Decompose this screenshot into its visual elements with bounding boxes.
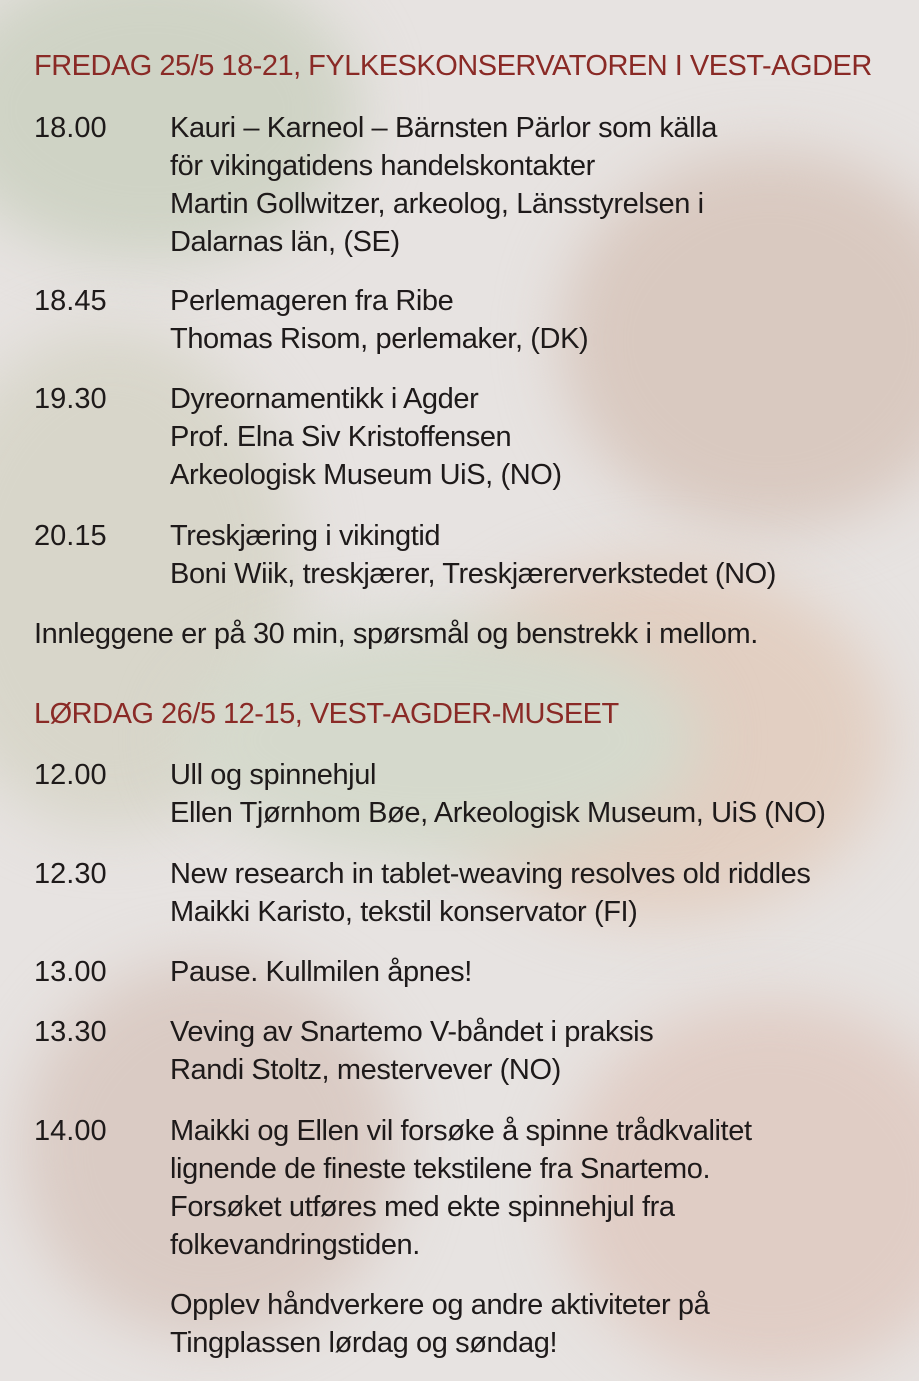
friday-item-3-title: Dyreornamentikk i Agder xyxy=(170,383,479,415)
saturday-item-4 xyxy=(170,1013,653,1089)
friday-item-4-line-2: Boni Wiik, treskjærer, Treskjærerverkstedet (NO) xyxy=(170,558,777,590)
friday-item-1-line-4: Dalarnas län, (SE) xyxy=(170,226,400,258)
friday-item-2 xyxy=(170,282,588,358)
friday-item-1-title: Kauri – Karneol – Bärnsten Pärlor som källa xyxy=(170,112,717,144)
saturday-heading: LØRDAG 26/5 12-15, VEST-AGDER-MUSEET xyxy=(34,698,619,730)
saturday-item-5-line-2: lignende de fineste tekstilene fra Snartemo. xyxy=(170,1153,711,1185)
saturday-item-5 xyxy=(170,1112,752,1264)
saturday-item-2 xyxy=(170,855,810,931)
friday-time-3: 19.30 xyxy=(34,383,107,415)
saturday-item-5-line-4: folkevandringstiden. xyxy=(170,1229,420,1261)
friday-time-2: 18.45 xyxy=(34,285,107,317)
friday-item-3 xyxy=(170,380,562,494)
saturday-time-1: 12.00 xyxy=(34,759,107,791)
friday-item-1-line-2: för vikingatidens handelskontakter xyxy=(170,150,595,182)
friday-item-1 xyxy=(170,109,717,261)
friday-item-2-title: Perlemageren fra Ribe xyxy=(170,285,454,317)
saturday-item-1-title: Ull og spinnehjul xyxy=(170,759,376,791)
saturday-item-1 xyxy=(170,756,826,832)
friday-note: Innleggene er på 30 min, spørsmål og benstrekk i mellom. xyxy=(34,618,758,650)
friday-item-3-line-2: Prof. Elna Siv Kristoffensen xyxy=(170,421,512,453)
closing-note xyxy=(170,1286,709,1362)
saturday-time-3: 13.00 xyxy=(34,956,107,988)
friday-item-4 xyxy=(170,517,776,593)
saturday-time-5: 14.00 xyxy=(34,1115,107,1147)
saturday-item-5-line-3: Forsøket utføres med ekte spinnehjul fra xyxy=(170,1191,675,1223)
saturday-time-2: 12.30 xyxy=(34,858,107,890)
friday-item-1-line-3: Martin Gollwitzer, arkeolog, Länsstyrelsen i xyxy=(170,188,704,220)
saturday-item-4-line-2: Randi Stoltz, mestervever (NO) xyxy=(170,1054,561,1086)
friday-item-4-title: Treskjæring i vikingtid xyxy=(170,520,441,552)
friday-item-3-line-3: Arkeologisk Museum UiS, (NO) xyxy=(170,459,562,491)
friday-heading: FREDAG 25/5 18-21, FYLKESKONSERVATOREN I VEST-AGDER xyxy=(34,50,872,82)
saturday-item-2-title: New research in tablet-weaving resolves old riddles xyxy=(170,858,811,890)
friday-item-2-line-2: Thomas Risom, perlemaker, (DK) xyxy=(170,323,589,355)
saturday-time-4: 13.30 xyxy=(34,1016,107,1048)
saturday-item-1-line-2: Ellen Tjørnhom Bøe, Arkeologisk Museum, UiS (NO) xyxy=(170,797,826,829)
saturday-item-3 xyxy=(170,953,472,991)
saturday-item-5-title: Maikki og Ellen vil forsøke å spinne trådkvalitet xyxy=(170,1115,752,1147)
saturday-item-4-title: Veving av Snartemo V-båndet i praksis xyxy=(170,1016,654,1048)
friday-time-1: 18.00 xyxy=(34,112,107,144)
saturday-item-3-title: Pause. Kullmilen åpnes! xyxy=(170,956,472,988)
closing-line-1: Opplev håndverkere og andre aktiviteter på xyxy=(170,1289,710,1321)
closing-line-2: Tingplassen lørdag og søndag! xyxy=(170,1327,558,1359)
saturday-item-2-line-2: Maikki Karisto, tekstil konservator (FI) xyxy=(170,896,638,928)
friday-time-4: 20.15 xyxy=(34,520,107,552)
